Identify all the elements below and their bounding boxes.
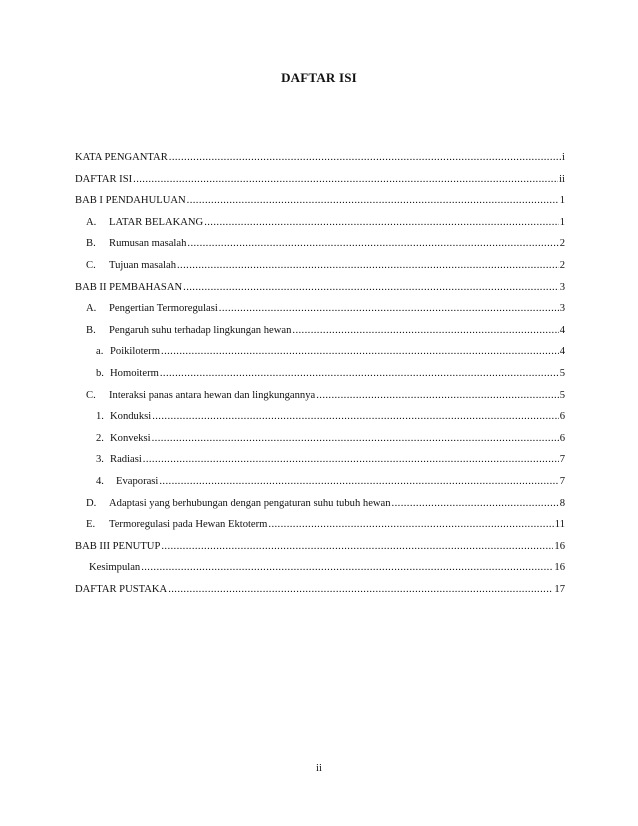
toc-leader-dots (187, 195, 559, 206)
toc-leader-dots (177, 260, 559, 271)
toc-entry-poikiloterm[interactable] (75, 346, 565, 368)
toc-leader-dots (160, 368, 559, 379)
toc-entry-label: Termoregulasi pada Hewan Ektoterm (109, 519, 268, 531)
toc-entry-label: Konduksi (110, 411, 152, 423)
toc-entry-page: 16 (554, 562, 565, 574)
toc-leader-dots (133, 174, 558, 185)
toc-entry-daftar-isi[interactable] (75, 174, 565, 196)
toc-entry-label: Pengertian Termoregulasi (109, 303, 218, 315)
toc-entry-label: Adaptasi yang berhubungan dengan pengaturan suhu tubuh hewan (109, 497, 391, 509)
toc-leader-dots (161, 541, 553, 552)
toc-entry-radiasi[interactable] (75, 454, 565, 476)
toc-entry-pengaruh-suhu[interactable] (75, 325, 565, 347)
toc-entry-number: C. (86, 259, 96, 271)
toc-entry-page: 2 (559, 238, 565, 250)
toc-entry-adaptasi[interactable] (75, 498, 565, 520)
toc-entry-label: Homoiterm (110, 367, 159, 379)
toc-entry-page: 7 (559, 475, 565, 487)
toc-entry-kata-pengantar[interactable] (75, 152, 565, 174)
toc-entry-page: 6 (559, 411, 565, 423)
table-of-contents (75, 152, 565, 605)
toc-entry-number: 1. (96, 411, 104, 423)
toc-entry-label: BAB I PENDAHULUAN (75, 195, 186, 207)
toc-entry-page: 5 (559, 389, 565, 401)
toc-entry-label: Evaporasi (116, 475, 159, 487)
toc-leader-dots (392, 498, 559, 509)
toc-entry-bab-1[interactable] (75, 195, 565, 217)
toc-leader-dots (143, 454, 559, 465)
toc-leader-dots (159, 476, 558, 487)
toc-entry-pengertian-termoregulasi[interactable] (75, 303, 565, 325)
toc-leader-dots (141, 562, 553, 573)
toc-entry-homoiterm[interactable] (75, 368, 565, 390)
toc-entry-number: B. (86, 324, 96, 336)
toc-entry-bab-3[interactable] (75, 541, 565, 563)
toc-entry-label: BAB III PENUTUP (75, 540, 161, 552)
toc-entry-page: 6 (559, 432, 565, 444)
toc-entry-evaporasi[interactable] (75, 476, 565, 498)
toc-entry-daftar-pustaka[interactable] (75, 584, 565, 606)
toc-entry-number: C. (86, 389, 96, 401)
toc-entry-label: Pengaruh suhu terhadap lingkungan hewan (109, 324, 292, 336)
toc-entry-rumusan-masalah[interactable] (75, 238, 565, 260)
toc-entry-kesimpulan[interactable] (75, 562, 565, 584)
toc-entry-page: 3 (559, 303, 565, 315)
toc-entry-page: 4 (559, 346, 565, 358)
toc-entry-label: Rumusan masalah (109, 238, 187, 250)
toc-leader-dots (219, 303, 559, 314)
toc-leader-dots (161, 346, 559, 357)
toc-entry-page: 2 (559, 259, 565, 271)
toc-entry-page: 17 (554, 583, 565, 595)
toc-leader-dots (152, 433, 559, 444)
toc-entry-number: A. (86, 216, 97, 228)
toc-entry-number: B. (86, 238, 96, 250)
toc-entry-label: Radiasi (110, 454, 142, 466)
toc-entry-page: 11 (554, 519, 565, 531)
toc-entry-page: 16 (554, 540, 565, 552)
toc-leader-dots (169, 152, 561, 163)
toc-entry-number: D. (86, 497, 97, 509)
toc-leader-dots (204, 217, 559, 228)
toc-leader-dots (187, 238, 558, 249)
toc-entry-number: 3. (96, 454, 104, 466)
toc-entry-page: 3 (559, 281, 565, 293)
toc-leader-dots (152, 411, 559, 422)
toc-entry-page: 4 (559, 324, 565, 336)
toc-entry-page: i (562, 152, 565, 163)
toc-entry-page: 7 (559, 454, 565, 466)
toc-leader-dots (292, 325, 558, 336)
toc-entry-number: 4. (96, 475, 104, 487)
toc-leader-dots (316, 390, 558, 401)
toc-entry-interaksi-panas[interactable] (75, 390, 565, 412)
toc-entry-tujuan-masalah[interactable] (75, 260, 565, 282)
page-title: DAFTAR ISI (281, 70, 357, 85)
toc-entry-number: 2. (96, 432, 104, 444)
page-number: ii (316, 763, 322, 774)
toc-entry-termoregulasi-ektoterm[interactable] (75, 519, 565, 541)
toc-entry-number: a. (96, 346, 104, 358)
toc-entry-label: BAB II PEMBAHASAN (75, 281, 183, 293)
toc-entry-page: 1 (559, 216, 565, 228)
toc-entry-page: 5 (559, 367, 565, 379)
toc-entry-number: E. (86, 519, 96, 531)
toc-leader-dots (268, 519, 553, 530)
toc-entry-bab-2[interactable] (75, 282, 565, 304)
toc-entry-label: Kesimpulan (89, 562, 141, 574)
toc-entry-label: KATA PENGANTAR (75, 152, 168, 163)
toc-entry-page: ii (559, 173, 565, 185)
toc-entry-label: Poikiloterm (110, 346, 161, 358)
toc-entry-label: Tujuan masalah (109, 259, 176, 271)
toc-entry-konveksi[interactable] (75, 433, 565, 455)
toc-entry-label: Interaksi panas antara hewan dan lingkungannya (109, 389, 316, 401)
toc-entry-latar-belakang[interactable] (75, 217, 565, 239)
toc-entry-label: DAFTAR ISI (75, 173, 133, 185)
toc-entry-number: A. (86, 303, 97, 315)
toc-leader-dots (183, 282, 559, 293)
toc-entry-label: LATAR BELAKANG (109, 216, 204, 228)
toc-entry-page: 1 (559, 195, 565, 207)
toc-entry-konduksi[interactable] (75, 411, 565, 433)
toc-entry-label: DAFTAR PUSTAKA (75, 583, 168, 595)
toc-entry-number: b. (96, 367, 104, 379)
toc-leader-dots (168, 584, 553, 595)
toc-entry-page: 8 (559, 497, 565, 509)
toc-entry-label: Konveksi (110, 432, 151, 444)
